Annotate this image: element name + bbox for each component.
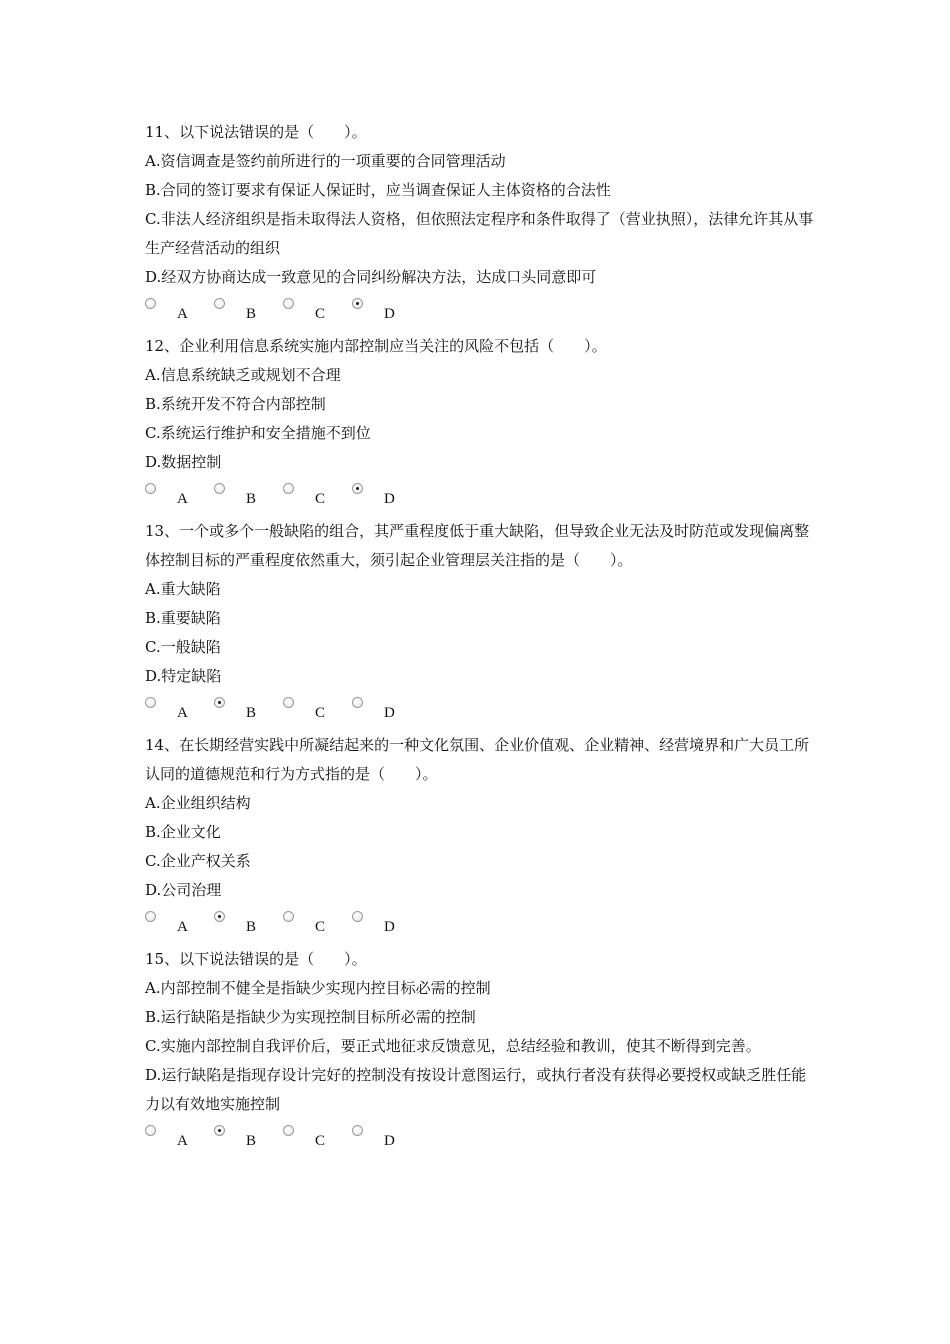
radio-button[interactable] xyxy=(352,911,363,922)
choice-label: D xyxy=(384,705,395,721)
radio-button[interactable] xyxy=(214,697,225,708)
radio-button[interactable] xyxy=(352,1125,363,1136)
question-list xyxy=(145,118,815,1159)
answer-radio-group xyxy=(145,1123,815,1159)
choice-label: B xyxy=(246,1133,257,1149)
answer-choice-a[interactable] xyxy=(145,296,214,322)
radio-button[interactable] xyxy=(352,697,363,708)
choice-label: D xyxy=(384,1133,395,1149)
option-text: B.系统开发不符合内部控制 xyxy=(145,395,326,413)
radio-button[interactable] xyxy=(145,911,156,922)
option-text: B.企业文化 xyxy=(145,823,221,841)
answer-choice-b[interactable] xyxy=(214,909,283,935)
radio-button[interactable] xyxy=(352,483,363,494)
answer-radio-group xyxy=(145,909,815,945)
question-stem: 13、一个或多个一般缺陷的组合，其严重程度低于重大缺陷，但导致企业无法及时防范或发现偏离整体控制目标的严重程度依然重大，须引起企业管理层关注指的是（ ）。 xyxy=(145,522,810,569)
answer-choice-b[interactable] xyxy=(214,695,283,721)
answer-choice-c[interactable] xyxy=(283,296,352,322)
answer-choice-d[interactable] xyxy=(352,695,421,721)
choice-label: B xyxy=(246,919,257,935)
answer-choice-c[interactable] xyxy=(283,481,352,507)
option-text: D.公司治理 xyxy=(145,881,222,899)
choice-label: C xyxy=(315,705,326,721)
answer-radio-group xyxy=(145,296,815,332)
option-text: A.企业组织结构 xyxy=(145,794,251,812)
option-text: C.企业产权关系 xyxy=(145,852,251,870)
question-stem: 11、以下说法错误的是（ ）。 xyxy=(145,123,367,141)
answer-choice-d[interactable] xyxy=(352,481,421,507)
choice-label: A xyxy=(177,1133,188,1149)
question-13 xyxy=(145,517,815,731)
choice-label: B xyxy=(246,491,257,507)
radio-button[interactable] xyxy=(214,298,225,309)
question-stem: 12、企业利用信息系统实施内部控制应当关注的风险不包括（ ）。 xyxy=(145,337,607,355)
answer-choice-c[interactable] xyxy=(283,909,352,935)
answer-radio-group xyxy=(145,695,815,731)
radio-button[interactable] xyxy=(283,1125,294,1136)
choice-label: A xyxy=(177,306,188,322)
choice-label: A xyxy=(177,491,188,507)
answer-choice-a[interactable] xyxy=(145,481,214,507)
choice-label: C xyxy=(315,1133,326,1149)
answer-choice-a[interactable] xyxy=(145,695,214,721)
radio-button[interactable] xyxy=(214,911,225,922)
question-stem: 14、在长期经营实践中所凝结起来的一种文化氛围、企业价值观、企业精神、经营境界和广大员工所认同的道德规范和行为方式指的是（ ）。 xyxy=(145,736,810,783)
option-text: D.特定缺陷 xyxy=(145,667,222,685)
answer-choice-c[interactable] xyxy=(283,695,352,721)
radio-button[interactable] xyxy=(145,298,156,309)
option-text: A.内部控制不健全是指缺少实现内控目标必需的控制 xyxy=(145,979,491,997)
option-text: A.信息系统缺乏或规划不合理 xyxy=(145,366,341,384)
question-11 xyxy=(145,118,815,332)
answer-radio-group xyxy=(145,481,815,517)
option-text: C.非法人经济组织是指未取得法人资格，但依照法定程序和条件取得了（营业执照），法律允许其从事生产经营活动的组织 xyxy=(145,210,814,257)
option-text: C.实施内部控制自我评价后，要正式地征求反馈意见，总结经验和教训，使其不断得到完善。 xyxy=(145,1037,761,1055)
choice-label: B xyxy=(246,705,257,721)
answer-choice-d[interactable] xyxy=(352,909,421,935)
option-text: B.重要缺陷 xyxy=(145,609,221,627)
answer-choice-d[interactable] xyxy=(352,296,421,322)
choice-label: C xyxy=(315,491,326,507)
radio-button[interactable] xyxy=(214,483,225,494)
question-14 xyxy=(145,731,815,945)
choice-label: C xyxy=(315,306,326,322)
option-text: B.运行缺陷是指缺少为实现控制目标所必需的控制 xyxy=(145,1008,476,1026)
radio-button[interactable] xyxy=(283,911,294,922)
answer-choice-c[interactable] xyxy=(283,1123,352,1149)
choice-label: D xyxy=(384,491,395,507)
option-text: D.数据控制 xyxy=(145,453,222,471)
radio-button[interactable] xyxy=(283,483,294,494)
question-stem: 15、以下说法错误的是（ ）。 xyxy=(145,950,367,968)
option-text: C.系统运行维护和安全措施不到位 xyxy=(145,424,371,442)
option-text: C.一般缺陷 xyxy=(145,638,221,656)
answer-choice-b[interactable] xyxy=(214,481,283,507)
choice-label: A xyxy=(177,919,188,935)
radio-button[interactable] xyxy=(283,697,294,708)
option-text: D.运行缺陷是指现存设计完好的控制没有按设计意图运行，或执行者没有获得必要授权或缺乏胜任能力以有效地实施控制 xyxy=(145,1066,807,1113)
option-text: A.重大缺陷 xyxy=(145,580,221,598)
answer-choice-a[interactable] xyxy=(145,909,214,935)
choice-label: B xyxy=(246,306,257,322)
answer-choice-d[interactable] xyxy=(352,1123,421,1149)
radio-button[interactable] xyxy=(214,1125,225,1136)
choice-label: A xyxy=(177,705,188,721)
answer-choice-b[interactable] xyxy=(214,1123,283,1149)
answer-choice-a[interactable] xyxy=(145,1123,214,1149)
radio-button[interactable] xyxy=(145,1125,156,1136)
radio-button[interactable] xyxy=(145,483,156,494)
choice-label: C xyxy=(315,919,326,935)
choice-label: D xyxy=(384,919,395,935)
question-12 xyxy=(145,332,815,517)
option-text: D.经双方协商达成一致意见的合同纠纷解决方法，达成口头同意即可 xyxy=(145,268,597,286)
choice-label: D xyxy=(384,306,395,322)
radio-button[interactable] xyxy=(145,697,156,708)
option-text: B.合同的签订要求有保证人保证时，应当调查保证人主体资格的合法性 xyxy=(145,181,611,199)
radio-button[interactable] xyxy=(352,298,363,309)
option-text: A.资信调查是签约前所进行的一项重要的合同管理活动 xyxy=(145,152,506,170)
radio-button[interactable] xyxy=(283,298,294,309)
answer-choice-b[interactable] xyxy=(214,296,283,322)
question-15 xyxy=(145,945,815,1159)
